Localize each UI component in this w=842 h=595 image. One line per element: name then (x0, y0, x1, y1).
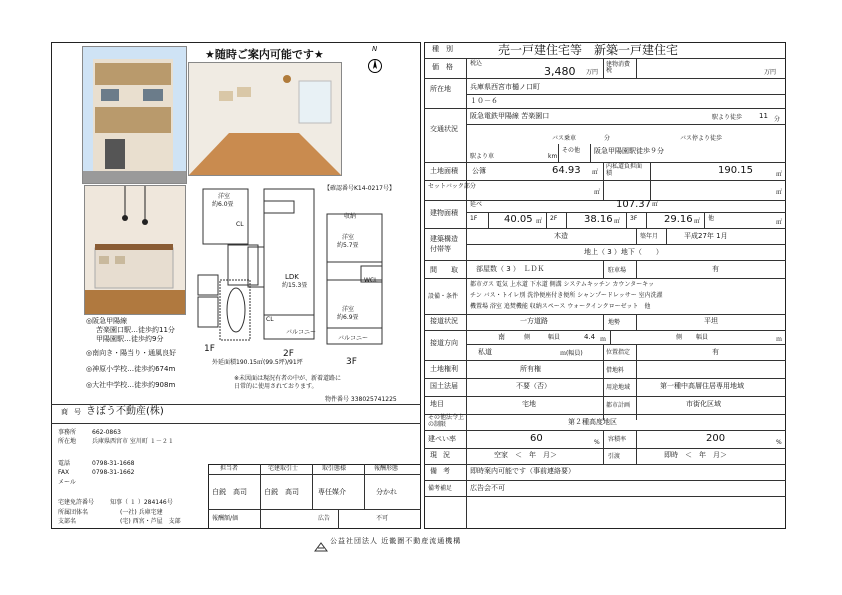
far-label: 容積率 (608, 436, 627, 443)
room-yoshitsu1-size: 約6.0畳 (212, 201, 234, 208)
assoc-text: (一社) 兵庫宅建 (120, 509, 163, 516)
fee-value: 分かれ (376, 488, 397, 496)
room-yoshitsu3-size: 約6.9畳 (337, 314, 359, 321)
f3-unit: ㎡ (694, 218, 701, 225)
structure-label2: 付帯等 (430, 245, 451, 253)
land-unit: ㎡ (592, 169, 599, 176)
bcr-pct: % (594, 439, 600, 446)
supp-label: 備考補足 (428, 485, 453, 492)
f2-unit: ㎡ (614, 218, 621, 225)
fee-head: 報酬形態 (374, 465, 399, 472)
kitchen-photo (84, 185, 186, 315)
staff-name: 白鋭 高司 (212, 488, 247, 496)
terrain-value: 平坦 (704, 317, 718, 325)
room-balcony-3f: バルコニー (338, 335, 369, 342)
land-right-value: 所有権 (520, 365, 541, 373)
price-label: 価 格 (432, 63, 453, 71)
floors-value: 地上（ 3 ）地下（ ） (584, 248, 663, 256)
f3-value: 29.16 (664, 214, 693, 225)
zip-text: 662-0863 (92, 429, 121, 436)
bcr-label: 建ぺい率 (428, 435, 456, 443)
pos-value: 有 (712, 348, 719, 356)
bus1-label: バス乗車 (552, 135, 577, 142)
license-text: 知事（ １ ）284146号 (110, 499, 173, 506)
bus-min: 分 (604, 135, 611, 142)
width-label: 幅員 (548, 334, 561, 341)
room-ldk-size: 約15.3畳 (282, 282, 308, 289)
other-value: 阪急甲陽園駅徒歩９分 (594, 147, 664, 155)
association-logo-icon (314, 537, 328, 547)
status-label: 現況 (430, 451, 456, 459)
contact-name: 白鋭 高司 (264, 488, 299, 496)
structure-label: 建築構造 (430, 235, 458, 243)
equipment-text2: チン バス・トイレ別 洗浄便座付き便所 シャンプードレッサー 室内洗濯 (470, 292, 663, 299)
room-cl1: CL (236, 221, 244, 228)
equipment-label: 設備・条件 (428, 293, 459, 300)
land-area: 64.93 (552, 165, 581, 176)
tax-label: 税込 (470, 60, 483, 67)
layout-label: 間 取 (430, 266, 458, 274)
handover-value: 即時 ＜ 年 月＞ (664, 451, 727, 459)
nearby-item3: ◎神原小学校…徒歩約674m (86, 365, 176, 373)
announce-text: ★随時ご案内可能です★ (205, 48, 324, 61)
fax-text: 0798-31-1662 (92, 469, 135, 476)
tel-text: 0798-31-1668 (92, 460, 135, 467)
nearby-item2: ◎南向き・陽当り・通風良好 (86, 349, 177, 357)
road-label: 接道状況 (430, 317, 458, 325)
plan-label: 都市計画 (606, 402, 631, 409)
ref-number: 物件番号 338025741225 (325, 396, 397, 403)
f3-label: 3F (630, 215, 638, 222)
land-type: 公簿 (472, 167, 486, 175)
room-yoshitsu2-size: 約5.7畳 (337, 242, 359, 249)
price-value: 3,480 (544, 65, 576, 78)
transport-label: 交通状況 (430, 125, 458, 133)
office-label: 事務所 (58, 429, 77, 436)
equipment-text1: 都市ガス 電気 上水道 下水道 側溝 システムキッチン カウンターキッ (470, 281, 655, 288)
company-name: きぼう不動産(株) (86, 406, 164, 417)
notes-label: 備考 (430, 467, 456, 475)
private-width: ｍ(幅員) (560, 350, 583, 357)
room-yoshitsu3: 洋室 (342, 306, 355, 313)
dir-label: 接道方向 (430, 339, 458, 347)
built-value: 平成27年 1月 (684, 232, 728, 240)
land-sub-label: 内私道負担面積 (606, 163, 643, 177)
mgmt-unit: 万円 (764, 69, 777, 76)
road-area: 190.15 (718, 165, 753, 176)
f2-value: 38.16 (584, 214, 613, 225)
staff-head: 担当者 (220, 465, 239, 472)
supp-value: 広告会不可 (470, 484, 505, 492)
floorplan-caution: ※未図面は現況有者の中が、新着道路に 日常的に使用されております。 (234, 375, 342, 390)
building-total-label: 延べ (470, 201, 483, 208)
dir1-value: 南 (498, 333, 505, 341)
location-line2: １０－６ (470, 97, 498, 105)
restrict-label: その他法令上の制限 (428, 414, 465, 428)
terrain-label: 地勢 (608, 319, 621, 326)
floorplan-1f-label: 1F (204, 344, 215, 354)
transport-line1: 阪急電鉄甲陽線 苦楽園口 (470, 112, 550, 120)
room-balcony-2f: バルコニー (286, 329, 317, 336)
nearby-item1c: 甲陽園駅…徒歩約9分 (96, 335, 164, 343)
ground-label: 地目 (430, 400, 444, 408)
width2-label: 幅員 (696, 334, 709, 341)
far-value: 200 (706, 433, 726, 444)
side-label: 側 (524, 334, 531, 341)
assoc-label: 所属団体名 (58, 509, 89, 516)
floorplan-3f-label: 3F (346, 357, 357, 367)
restrict-value: 第２種高度地区 (568, 418, 617, 426)
mail-label: メール (58, 479, 76, 486)
walk-min: 11 (759, 112, 768, 120)
width1-value: 4.4 (584, 333, 596, 341)
bus2-label: バス停より徒歩 (680, 135, 723, 142)
branch-label: 支部名 (58, 518, 77, 525)
km-unit: km (548, 153, 558, 160)
contact-head: 宅建取引士 (268, 465, 299, 472)
building-total-unit: ㎡ (652, 201, 659, 208)
floorplan-cert: 【確認番号K14-0217号】 (324, 185, 396, 192)
f1-value: 40.05 (504, 214, 533, 225)
dist-label: 駅より車 (470, 153, 495, 160)
room-storage: 収納 (344, 213, 357, 220)
side2-label: 側 (676, 334, 683, 341)
zone-value: 第一種中高層住居専用地域 (660, 382, 744, 390)
ground-value: 宅地 (522, 400, 536, 408)
built-label: 築年月 (640, 233, 659, 240)
north-arrow-icon (366, 55, 384, 73)
other-floor-label: 他 (708, 215, 715, 222)
width2-unit: ｍ (776, 336, 783, 343)
law-label: 国土法届 (430, 382, 458, 390)
parking-value: 有 (712, 265, 719, 273)
plan-value: 市街化区域 (686, 400, 721, 408)
branch-text: (宅) 西宮・芦屋 支部 (120, 518, 181, 525)
road-type: 一方道路 (520, 317, 548, 325)
building-label: 建物面積 (430, 209, 458, 217)
rooms-value: 部屋数（ 3 ） ＬＤＫ (476, 265, 545, 273)
other-label: その他 (562, 147, 581, 154)
private-label: 私道 (478, 348, 492, 356)
law-value: 不要（否） (516, 382, 551, 390)
parking-label: 駐車場 (608, 267, 627, 274)
floorplan-2f (198, 185, 318, 350)
building-total: 107.37 (616, 199, 651, 210)
equipment-text3: 機置場 浴室 追焚機能 収納スペース ウォークインクローゼット 他 (470, 303, 651, 310)
pos-label: 位置指定 (606, 349, 631, 356)
road-area-unit: ㎡ (776, 171, 783, 178)
title-text: 売一戸建住宅等 新築一戸建住宅 (498, 43, 679, 57)
ldk-photo (188, 62, 342, 176)
width1-unit: ｍ (600, 336, 607, 343)
price-unit: 万円 (586, 69, 599, 76)
bcr-value: 60 (530, 433, 543, 444)
tel-label: 電話 (58, 460, 71, 467)
lease-label: 借地料 (606, 367, 625, 374)
setback-sub: ㎡ (594, 189, 601, 196)
north-label: N (372, 45, 378, 53)
land-right-label: 土地権利 (430, 365, 458, 373)
license-label: 宅建免許番号 (58, 499, 95, 506)
ad-value: 不可 (376, 515, 389, 522)
nearby-item1: ◎阪急甲陽線 (86, 317, 128, 325)
other-floor-unit: ㎡ (776, 219, 783, 226)
status-value: 空家 ＜ 年 月＞ (494, 451, 557, 459)
room-ldk: LDK (285, 273, 299, 281)
addr-label: 所在地 (58, 438, 77, 445)
room-cl2: CL (266, 316, 274, 323)
deal-head: 取引態様 (322, 465, 347, 472)
floorplan-area-note: 外延面積190.15㎡(99.5坪)/91坪 (212, 359, 303, 366)
handover-label: 引渡 (608, 453, 621, 460)
min-unit: 分 (774, 116, 781, 123)
room-yoshitsu2: 洋室 (342, 234, 355, 241)
nearby-item1b: 苦楽園口駅…徒歩約11分 (96, 326, 175, 334)
exterior-photo (82, 46, 187, 184)
floorplan-2f-label: 2F (283, 349, 294, 359)
type-label: 種 別 (432, 45, 453, 53)
addr-text: 兵庫県西宮市 室川町 １－２１ (92, 438, 174, 445)
f1-label: 1F (470, 215, 478, 222)
location-label: 所在地 (430, 85, 451, 93)
room-wcl: WCL (364, 277, 378, 284)
zone-label: 用途地域 (606, 384, 631, 391)
setback-label: セットバック部分 (428, 183, 476, 190)
company-label: 商号 (61, 408, 87, 416)
walk-label: 駅より徒歩 (712, 114, 743, 121)
room-yoshitsu1: 洋室 (218, 193, 231, 200)
fax-label: FAX (58, 469, 70, 476)
reg-label: 報酬額/価 (212, 515, 239, 522)
f2-label: 2F (550, 215, 558, 222)
footer-text: 公益社団法人 近畿圏不動産流通機構 (330, 537, 462, 545)
location-line1: 兵庫県西宮市樋ノ口町 (470, 83, 540, 91)
nearby-item4: ◎大社中学校…徒歩約908m (86, 381, 176, 389)
far-pct: % (776, 439, 782, 446)
deal-value: 専任媒介 (318, 488, 346, 496)
structure-type: 木造 (554, 232, 568, 240)
ad-label: 広告 (318, 515, 331, 522)
notes-value: 即時案内可能です（事前連絡要） (470, 467, 575, 475)
setback-unit: ㎡ (776, 189, 783, 196)
f1-unit: ㎡ (536, 218, 543, 225)
land-label: 土地面積 (430, 167, 458, 175)
mgmt-label: 建物消費税 (606, 61, 631, 74)
